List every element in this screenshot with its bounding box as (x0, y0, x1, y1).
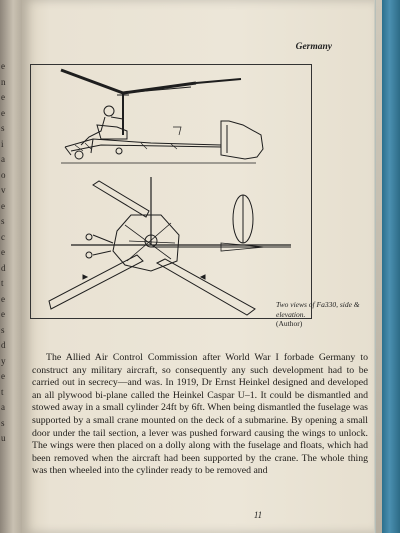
prev-page-fragment: e (1, 200, 5, 211)
caption-text: Two views of Fa330, side & elevation. (276, 300, 360, 319)
prev-page-fragment: d (1, 340, 6, 350)
prev-page-fragment: s (1, 417, 5, 428)
prev-page-fragment: c (1, 231, 5, 242)
prev-page-fragment: a (1, 154, 5, 164)
running-head: Germany (295, 42, 332, 52)
prev-page-fragment: i (1, 138, 4, 149)
previous-page-edge (0, 0, 22, 533)
body-paragraph: The Allied Air Control Commission after World War I forbade Germany to construct any military aircraft, so consequently any such development had to be carried out in secrecy—and was. In 1919, Dr Ernst Heinkel designed and developed an all plywood bi-plane called the Heinkel Caspar U–1. It could be dismantled and stowed away in a small cylinder 24ft by 6ft. When being dismantled the fuselage was supported by a small crane mounted on the deck of a submarine. By opening a small door under the tail section, a lever was pushed forward causing the wings to unlock. The wings were then placed on a dolly along with the fuselage and floats, which had been removed when the aircraft had been supported by the crane. The whole thing was then wheeled into the cylinder ready to be removed and (32, 352, 368, 477)
prev-page-fragment: e (1, 61, 5, 71)
prev-page-fragment: v (1, 185, 6, 195)
prev-page-fragment: e (1, 107, 5, 118)
cover-board-edge (376, 0, 382, 533)
prev-page-fragment: n (1, 76, 6, 87)
front-elevation (49, 177, 291, 315)
prev-page-fragment: o (1, 169, 6, 180)
prev-page-fragment: s (1, 123, 5, 133)
prev-page-fragment: t (1, 278, 4, 288)
prev-page-fragment: s (1, 324, 5, 335)
prev-page-fragment: u (1, 433, 6, 443)
prev-page-fragment: e (1, 92, 5, 102)
prev-page-fragment: e (1, 309, 5, 319)
prev-page-fragment: s (1, 216, 5, 226)
prev-page-fragment: y (1, 355, 6, 366)
prev-page-fragment: e (1, 371, 5, 381)
caption-credit: (Author) (276, 319, 303, 328)
book-cover-edge (374, 0, 400, 533)
autogyro-drawing (31, 65, 311, 318)
prev-page-fragment: t (1, 386, 4, 397)
figure-frame (30, 64, 312, 319)
prev-page-fragment: e (1, 247, 5, 257)
prev-page-fragment: d (1, 262, 6, 273)
page-number: 11 (253, 510, 263, 520)
side-view (61, 70, 263, 163)
figure-caption (276, 300, 371, 329)
book-page (22, 0, 374, 533)
prev-page-fragment: e (1, 293, 5, 304)
prev-page-fragment: a (1, 402, 5, 412)
